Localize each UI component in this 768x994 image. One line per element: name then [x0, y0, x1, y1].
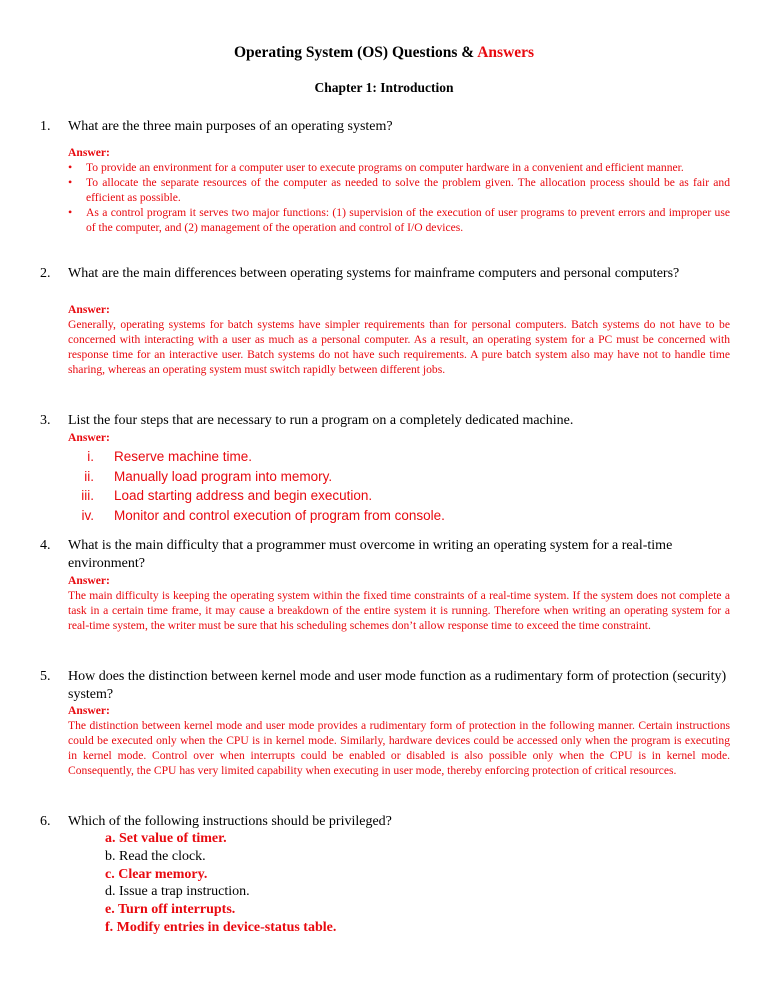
question-6 [40, 813, 730, 831]
title-prefix: Operating System (OS) Questions & [233, 44, 475, 61]
answer-bullet: • As a control program it serves two major functions: (1) supervision of the execution of user programs to prevent errors and improper use of the computer, and (2) management of the operation and control of I/O devices. [68, 205, 730, 235]
question-1 [40, 118, 730, 136]
bullet-icon: • [68, 160, 73, 175]
question-text: What are the three main purposes of an operating system? [68, 119, 393, 134]
answer-text: The main difficulty is keeping the operating system within the fixed time constraints of a real-time system. If the system does not complete a task in a certain time frame, it may cause a breakdown of the entire system it is running. Therefore when writing an operating system for a real-time system, the writer must be sure that his scheduling schemes don’t allow response time to exceed the time constraint. [68, 589, 730, 633]
question-4 [40, 537, 730, 572]
answer-bullet: • To allocate the separate resources of the computer as needed to solve the problem given. The allocation process should be as fair and efficient as possible. [68, 175, 730, 205]
answer-label: Answer: [68, 146, 110, 159]
answer-text: Generally, operating systems for batch systems have simpler requirements than for personal computers. Batch systems do not have to be concerned with interacting with a user as much as a personal computer. As a result, an operating system for a PC must be concerned with response time for an interactive user. Batch systems do not have such requirements. A pure batch system also may have not to handle time sharing, whereas an operating system must switch rapidly between different jobs. [68, 318, 730, 377]
option-a: a. Set value of timer. [105, 831, 227, 846]
bullet-icon: • [68, 175, 73, 190]
step-item: i. Reserve machine time. [87, 449, 253, 464]
answer-text: The distinction between kernel mode and user mode provides a rudimentary form of protection in the following manner. Certain instructions could be executed only when the CPU is in kernel mode. Similarly, hardware devices could be accessed only when the program is executing in kernel mode. Control over when interrupts could be enabled or disabled is also possible only when the CPU is in kernel mode. Consequently, the CPU has very limited capability when executing in user mode, thereby enforcing protection of critical resources. [68, 719, 730, 778]
answer-label: Answer: [68, 704, 110, 717]
question-text: Which of the following instructions should be privileged? [68, 814, 392, 829]
question-number: 6. [40, 814, 51, 829]
option-f: f. Modify entries in device-status table. [105, 919, 337, 935]
answer-label: Answer: [68, 431, 110, 444]
step-item: ii. Manually load program into memory. [84, 468, 333, 484]
title-highlight: Answers [477, 44, 535, 61]
question-number: 1. [40, 119, 51, 134]
answer-4 [68, 573, 730, 633]
answer-5 [68, 703, 730, 778]
option-e: e. Turn off interrupts. [105, 902, 236, 918]
option-c: c. Clear memory. [105, 866, 208, 882]
question-5 [40, 668, 730, 703]
question-text: List the four steps that are necessary to run a program on a completely dedicated machine. [68, 413, 574, 428]
question-text: How does the distinction between kernel mode and user mode function as a rudimentary form of protection (security) system? [68, 669, 727, 702]
answer-3-steps [68, 449, 730, 527]
question-number: 4. [40, 538, 51, 553]
step-item: iii. Load starting address and begin execution. [81, 488, 373, 503]
answer-bullet-list [68, 160, 730, 235]
answer-label: Answer: [68, 574, 110, 587]
answer-3-label [68, 430, 730, 445]
bullet-icon: • [68, 205, 73, 220]
answer-label: Answer: [68, 303, 110, 316]
option-b: b. Read the clock. [105, 848, 206, 864]
question-3 [40, 412, 730, 430]
answer-6-options [105, 830, 336, 937]
question-number: 5. [40, 669, 51, 684]
chapter-heading: Chapter 1: Introduction [314, 80, 454, 95]
step-item: iv. Monitor and control execution of program from console. [81, 507, 445, 523]
question-text: What is the main difficulty that a programmer must overcome in writing an operating system for a real-time environment? [68, 538, 673, 571]
option-d: d. Issue a trap instruction. [105, 884, 250, 900]
question-2 [40, 265, 730, 283]
answer-2 [68, 302, 730, 377]
answer-bullet: • To provide an environment for a computer user to execute programs on computer hardware in a convenient and efficient manner. [68, 160, 684, 175]
document-title [0, 44, 768, 62]
question-text: What are the main differences between operating systems for mainframe computers and personal computers? [68, 266, 680, 281]
question-number: 3. [40, 413, 51, 428]
answer-1 [68, 145, 730, 236]
question-number: 2. [40, 266, 51, 281]
